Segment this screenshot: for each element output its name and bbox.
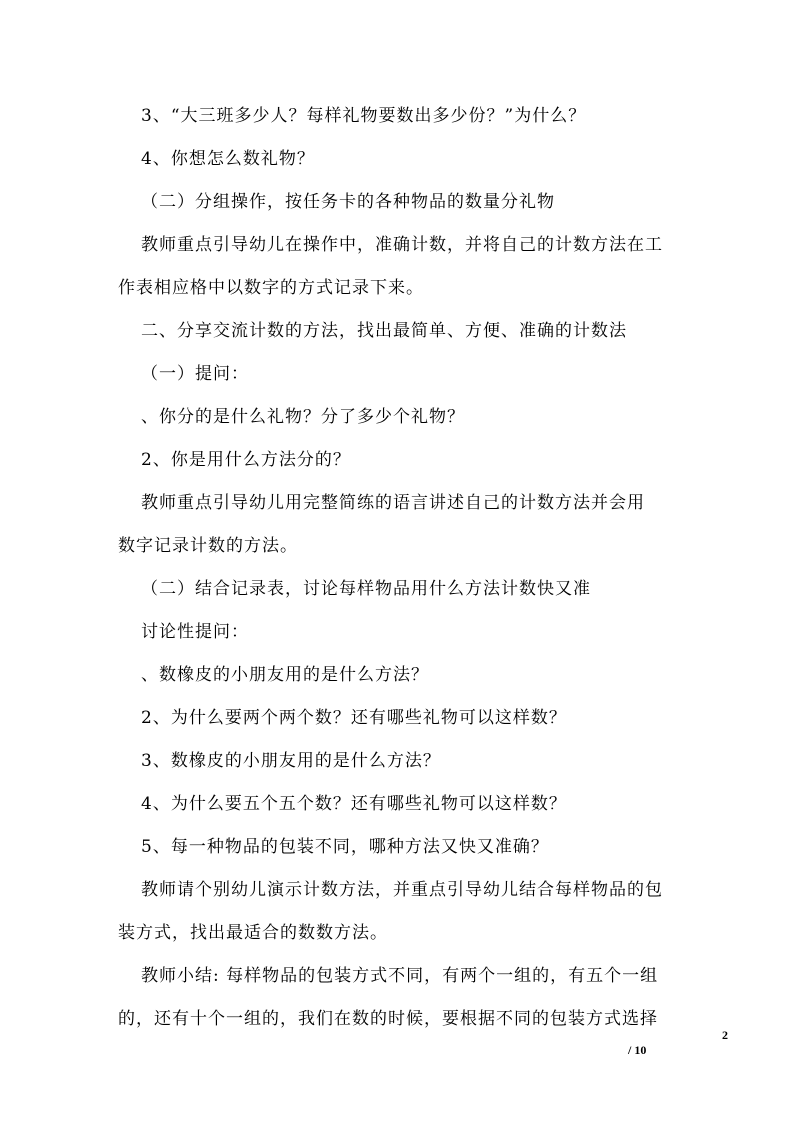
text-line-2: 4、你想怎么数礼物？: [141, 149, 315, 169]
text-line-15: 2、为什么要两个两个数？还有哪些礼物可以这样数？: [141, 708, 567, 728]
text-line-14: 、数橡皮的小朋友用的是什么方法？: [141, 665, 429, 685]
text-line-20: 装方式，找出最适合的数数方法。: [118, 923, 388, 943]
text-line-11: 数字记录计数的方法。: [118, 536, 298, 556]
text-line-4: 教师重点引导幼儿在操作中，准确计数，并将自己的计数方法在工: [141, 235, 663, 255]
text-line-21: 教师小结: 每样物品的包装方式不同，有两个一组的，有五个一组: [141, 966, 659, 986]
text-line-22: 的，还有十个一组的，我们在数的时候，要根据不同的包装方式选择: [118, 1009, 658, 1029]
text-line-5: 作表相应格中以数字的方式记录下来。: [118, 278, 424, 298]
page-number: 2: [722, 1028, 728, 1042]
text-line-1: 3、“大三班多少人？每样礼物要数出多少份？”为什么？: [141, 106, 587, 126]
text-line-9: 2、你是用什么方法分的？: [141, 450, 351, 470]
text-line-17: 4、为什么要五个五个数？还有哪些礼物可以这样数？: [141, 794, 567, 814]
text-line-10: 教师重点引导幼儿用完整简练的语言讲述自己的计数方法并会用: [141, 493, 645, 513]
text-line-12: （二）结合记录表，讨论每样物品用什么方法计数快又准: [141, 579, 591, 599]
text-line-16: 3、数橡皮的小朋友用的是什么方法？: [141, 751, 441, 771]
text-line-7: （一）提问：: [141, 364, 249, 384]
text-line-19: 教师请个别幼儿演示计数方法，并重点引导幼儿结合每样物品的包: [141, 880, 663, 900]
text-line-3: （二）分组操作，按任务卡的各种物品的数量分礼物: [141, 192, 555, 212]
text-line-6: 二、分享交流计数的方法，找出最简单、方便、准确的计数法: [141, 321, 627, 341]
text-line-13: 讨论性提问：: [141, 622, 249, 642]
text-line-8: 、你分的是什么礼物？分了多少个礼物？: [141, 407, 465, 427]
text-line-18: 5、每一种物品的包装不同，哪种方法又快又准确？: [141, 837, 549, 857]
page-total: / 10: [628, 1043, 647, 1057]
